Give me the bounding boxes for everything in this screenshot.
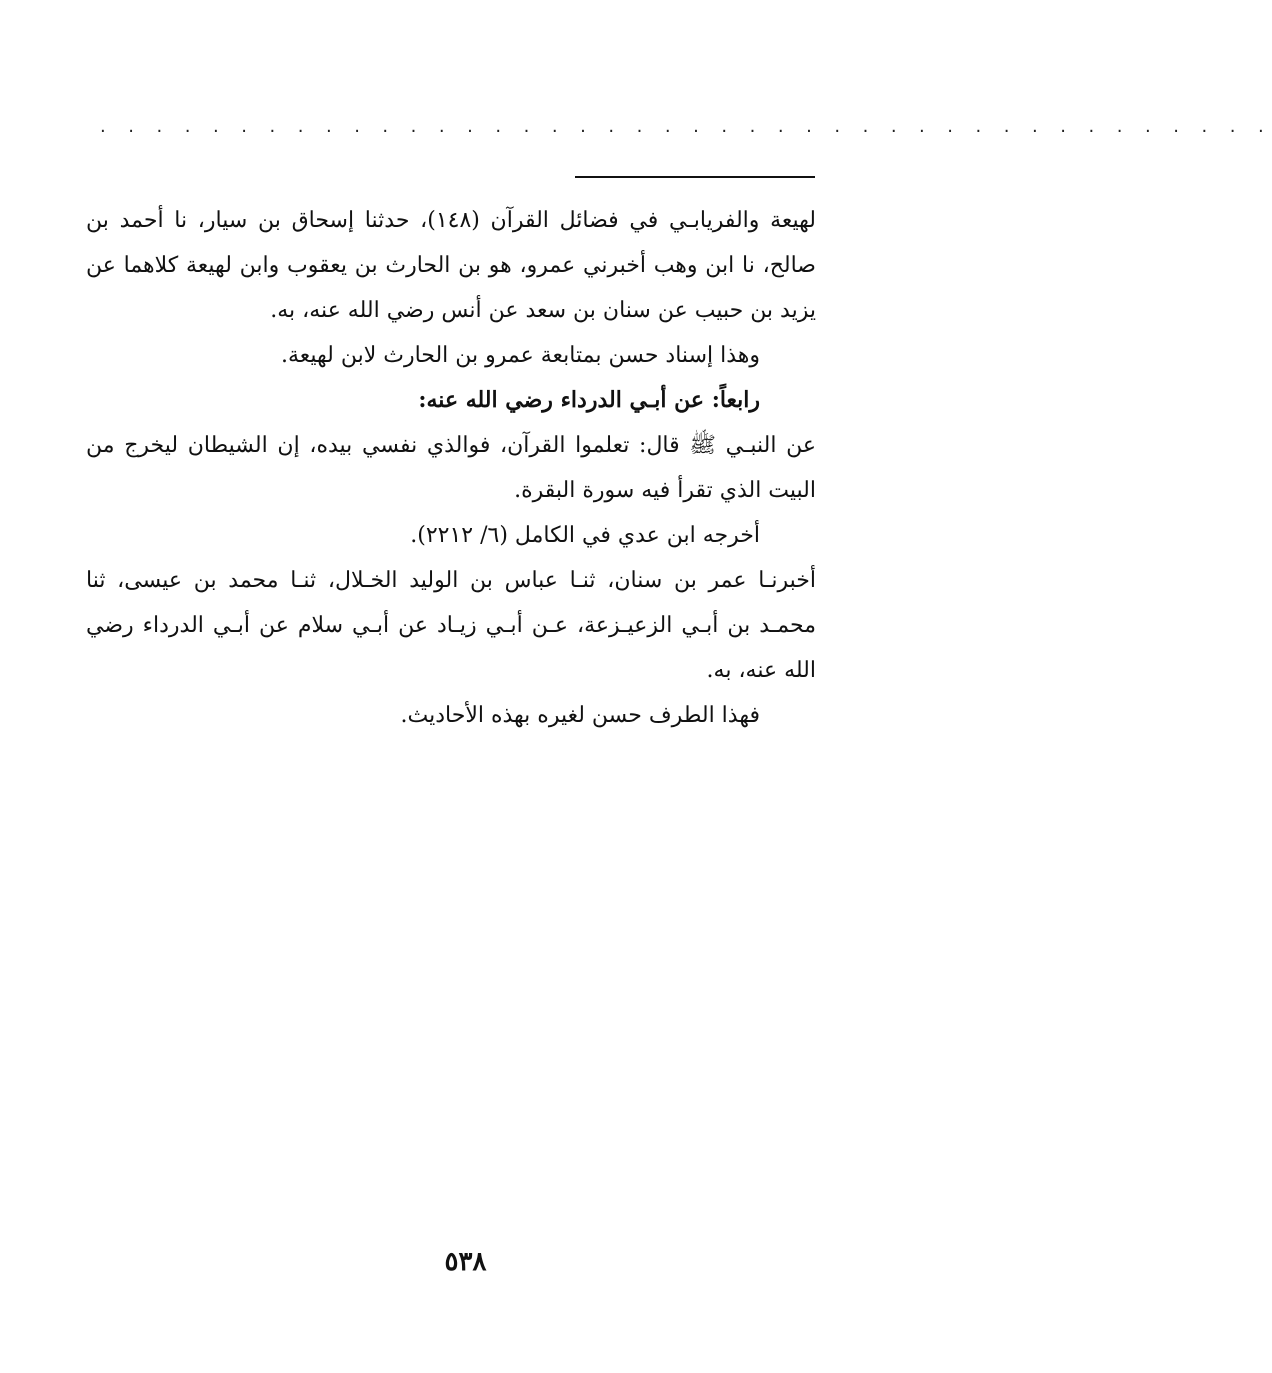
paragraph-isnad: أخبرنـا عمر بن سنان، ثنـا عباس بن الوليد الخـلال، ثنـا محمد بن عيسى، ثنا محمـد بن أبـي الزعيـزعة، عـن أبـي زيـاد عن أبـي سلام عن أبـي الدرداء رضي الله عنه، به. [86,568,816,683]
paragraph-isnad-continuation: لهيعة والفريابـي في فضائل القرآن (١٤٨)، حدثنا إسحاق بن سيار، نا أحمد بن صالح، نا ابن وهب أخبرني عمرو، هو بن الحارث بن يعقوب وابن لهيعة كلاهما عن يزيد بن حبيب عن سنان بن سعد عن أنس رضي الله عنه، به. [86,208,816,323]
main-text [86,198,816,738]
paragraph-grading: وهذا إسناد حسن بمتابعة عمرو بن الحارث لابن لهيعة. [280,343,760,368]
paragraph-source: أخرجه ابن عدي في الكامل (٦/ ٢٢١٢). [410,523,760,548]
footnote-rule [575,176,815,178]
paragraph-hadith-text: عن النبـي ﷺ قال: تعلموا القرآن، فوالذي نفسي بيده، إن الشيطان ليخرج من البيت الذي تقرأ فيه سورة البقرة. [86,433,816,503]
top-dotted-separator: . . . . . . . . . . . . . . . . . . . . . . . . . . . . . . . . . . . . . . . . . . [100,116,1272,137]
paragraph-conclusion: فهذا الطرف حسن لغيره بهذه الأحاديث. [400,703,760,728]
section-heading: رابعاً: عن أبـي الدرداء رضي الله عنه: [418,387,760,413]
page-number: ٥٣٨ [444,1247,487,1277]
